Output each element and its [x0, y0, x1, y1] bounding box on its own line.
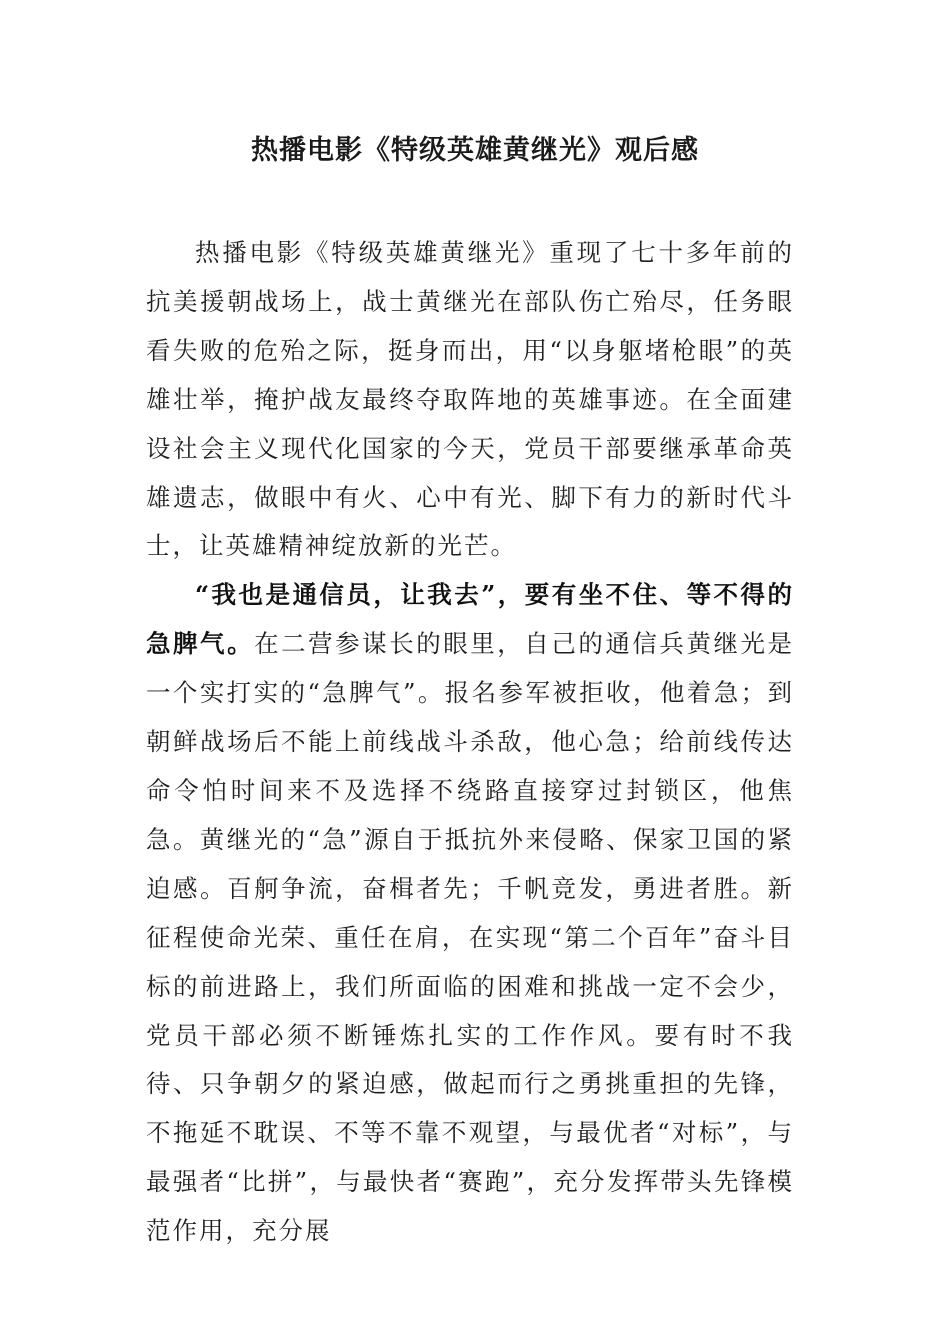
document-title: 热播电影《特级英雄黄继光》观后感: [251, 135, 699, 166]
paragraph-section-one: [146, 571, 794, 1256]
paragraph-text: 热播电影《特级英雄黄继光》重现了七十多年前的抗美援朝战场上，战士黄继光在部队伤亡殆尽，任务眼看失败的危殆之际，挺身而出，用“以身躯堵枪眼”的英雄壮举，掩护战友最终夺取阵地的英雄事迹。在全面建设社会主义现代化国家的今天，党员干部要继承革命英雄遗志，做眼中有火、心中有光、脚下有力的新时代斗士，让英雄精神绽放新的光芒。: [146, 238, 794, 561]
paragraph-intro: [146, 229, 794, 571]
document-body: [146, 229, 794, 1256]
paragraph-text: 在二营参谋长的眼里，自己的通信兵黄继光是一个实打实的“急脾气”。报名参军被拒收，他着急；到朝鲜战场后不能上前线战斗杀敌，他心急；给前线传达命令怕时间来不及选择不绕路直接穿过封锁区，他焦急。黄继光的“急”源自于抵抗外来侵略、保家卫国的紧迫感。百舸争流，奋楫者先；千帆竞发，勇进者胜。新征程使命光荣、重任在肩，在实现“第二个百年”奋斗目标的前进路上，我们所面临的困难和挑战一定不会少，党员干部必须不断锤炼扎实的工作作风。要有时不我待、只争朝夕的紧迫感，做起而行之勇挑重担的先锋，不拖延不耽误、不等不靠不观望，与最优者“对标”，与最强者“比拼”，与最快者“赛跑”，充分发挥带头先锋模范作用，充分展: [146, 629, 795, 1246]
paragraph-lead-heading: “我也是通信员，让我去”，要有坐不住、等不得的急脾气。: [146, 580, 794, 659]
